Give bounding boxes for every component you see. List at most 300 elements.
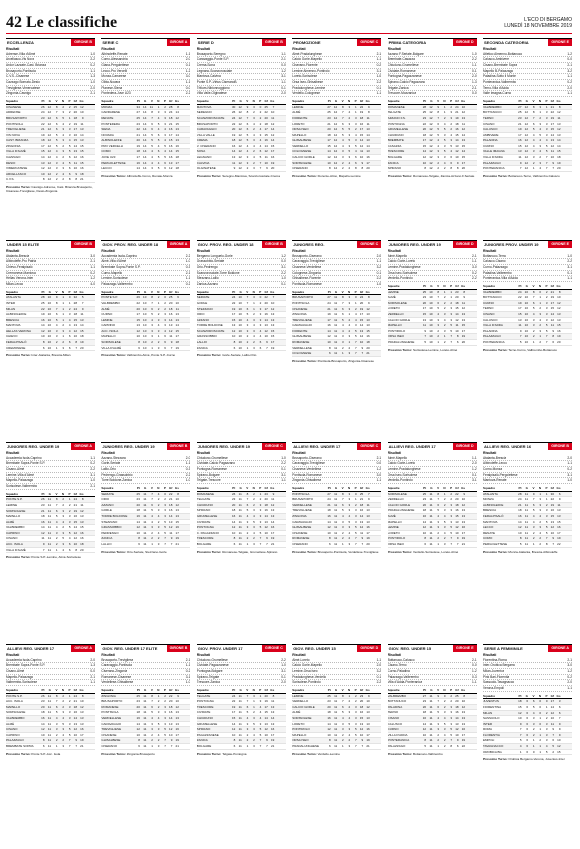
stat-value: 10 xyxy=(231,732,236,737)
stat-value: 20 xyxy=(366,345,370,350)
stat-value: 12 xyxy=(524,115,528,120)
team-name: VERDELLESE xyxy=(292,345,312,350)
match-name: Caravaggio-Ponte S.P. xyxy=(196,57,229,62)
stat-value: 13 xyxy=(455,143,459,148)
results-heading: Risultati xyxy=(483,47,497,51)
stat-value: 10 xyxy=(238,300,242,305)
stat-value: 15 xyxy=(264,710,268,715)
stat-value: 2 xyxy=(253,738,255,743)
stat-value: 5 xyxy=(519,339,522,344)
stat-value: 13 xyxy=(169,160,173,165)
match-name: Legnano-Scanzorosciate xyxy=(196,68,233,73)
stat-value: 16 xyxy=(136,715,140,720)
stat-value: 13 xyxy=(270,704,275,709)
team-name: TELGATE xyxy=(196,497,211,502)
stat-value: 6 xyxy=(526,749,528,754)
match-score: 1-1 xyxy=(90,455,95,460)
stat-value: 11 xyxy=(429,704,433,709)
column-header: Pt xyxy=(232,486,236,491)
column-header: Squadre xyxy=(387,688,400,693)
stat-value: 5 xyxy=(450,525,453,530)
column-header: Gf xyxy=(264,688,268,693)
stat-value: 3 xyxy=(151,334,153,339)
stat-value: 1 xyxy=(151,743,153,748)
girone-badge: GIRONE B xyxy=(548,443,572,450)
match-name: Ponte S.P.-Virtus CiseranoB. xyxy=(196,80,238,85)
results-heading: Risultati xyxy=(292,249,306,253)
column-header: Gs xyxy=(270,289,275,294)
stat-value: 21 xyxy=(136,132,140,137)
stat-value: 3 xyxy=(443,727,446,732)
table-band xyxy=(6,38,572,238)
column-header: P xyxy=(354,486,357,491)
stat-value: 11 xyxy=(238,732,242,737)
stat-value: 9 xyxy=(266,536,268,541)
next-round-matches: Orio-Seriate, Stezzano-Gorle xyxy=(126,549,167,554)
next-round-label: Prossimo Turno: xyxy=(196,549,223,554)
stat-value: 2 xyxy=(253,160,255,165)
stat-value: 10 xyxy=(41,171,45,176)
stat-value: 3 xyxy=(450,311,453,316)
column-header: P xyxy=(354,289,357,294)
stat-value: 4 xyxy=(62,171,64,176)
stat-value: 13 xyxy=(518,149,522,154)
next-round-label: Prossimo Turno: xyxy=(292,549,318,554)
stat-value: 11 xyxy=(518,323,522,328)
stat-value: 11 xyxy=(238,536,242,541)
team-name: BRUSAPORTO xyxy=(292,295,314,300)
stat-value: 10 xyxy=(524,328,528,333)
stat-value: 12 xyxy=(264,149,268,154)
stat-value: 1 xyxy=(68,115,71,120)
stat-value: 15 xyxy=(518,311,522,316)
stat-value: 10 xyxy=(327,530,331,535)
stat-value: 25 xyxy=(136,491,140,496)
table-band xyxy=(6,240,572,440)
column-header: N xyxy=(348,289,351,294)
results-heading: Risultati xyxy=(387,653,401,657)
stat-value: 5 xyxy=(342,710,344,715)
stat-value: 3 xyxy=(545,306,548,311)
team-name: ZANICA xyxy=(101,536,113,541)
stat-value: 13 xyxy=(461,513,466,518)
stat-value: 16 xyxy=(73,710,77,715)
stat-value: 11 xyxy=(334,328,338,333)
team-name: TRESCORE xyxy=(196,704,214,709)
stat-value: 16 xyxy=(270,727,275,732)
stat-value: 14 xyxy=(231,519,236,524)
stat-value: 4 xyxy=(151,513,153,518)
stat-value: 15 xyxy=(461,323,466,328)
league-header xyxy=(483,442,572,450)
stat-value: 3 xyxy=(62,542,64,547)
stat-value: 15 xyxy=(80,160,84,165)
stat-value: 2 xyxy=(348,738,351,743)
stat-value: 17 xyxy=(518,306,522,311)
stat-value: 17 xyxy=(175,530,179,535)
team-name: VIMERCATESE xyxy=(6,166,28,171)
stat-value: 4 xyxy=(437,138,440,143)
team-name: BOTTANUCO xyxy=(483,295,502,300)
stat-value: 14 xyxy=(169,149,173,154)
league-name: ALLIEVI REG. UNDER 17 xyxy=(7,646,55,651)
stat-value: 12 xyxy=(557,127,561,132)
stat-value: 2 xyxy=(62,693,64,698)
team-name: AMBIVERE xyxy=(483,132,499,137)
stat-value: 1 xyxy=(342,743,344,748)
stat-value: 4 xyxy=(348,732,351,737)
team-name: CIVIDATE xyxy=(196,710,211,715)
league-header xyxy=(292,240,381,248)
stat-value: 16 xyxy=(80,166,84,171)
match-score: 0-1 xyxy=(567,270,572,275)
stat-value: 12 xyxy=(136,525,140,530)
stat-value: 5 xyxy=(164,519,166,524)
stat-value: 10 xyxy=(359,732,364,737)
stat-value: 23 xyxy=(327,699,331,704)
column-header: V xyxy=(55,289,58,294)
column-header: N xyxy=(157,486,160,491)
stat-value: 1 xyxy=(348,693,351,698)
stat-value: 8 xyxy=(55,300,58,305)
stat-value: 3 xyxy=(437,155,440,160)
stat-value: 18 xyxy=(169,306,173,311)
stat-value: 3 xyxy=(342,155,344,160)
stat-value: 10 xyxy=(327,160,331,165)
match-name: Grassobbio-Seriate xyxy=(196,259,225,264)
stat-value: 17 xyxy=(264,704,268,709)
stat-value: 6 xyxy=(55,508,58,513)
stat-value: 2 xyxy=(532,334,535,339)
team-name: CISANO xyxy=(483,121,495,126)
stat-value: 25 xyxy=(73,104,77,109)
column-header: Pt xyxy=(518,284,522,289)
stat-value: 3 xyxy=(532,323,535,328)
stat-value: 12 xyxy=(169,166,173,171)
match-score: 1-1 xyxy=(567,74,572,79)
column-header: Gf xyxy=(73,491,77,496)
stat-value: 5 xyxy=(437,508,440,513)
stat-value: 9 xyxy=(532,491,535,496)
stat-value: 1 xyxy=(253,306,255,311)
stat-value: 10 xyxy=(429,317,433,322)
match-score: 3-0 xyxy=(376,472,382,477)
team-name: GHISALBESE xyxy=(292,525,312,530)
stat-value: 7 xyxy=(246,699,249,704)
stat-value: 10 xyxy=(461,497,466,502)
stat-value: 11 xyxy=(47,497,51,502)
league-table xyxy=(197,38,286,238)
stat-value: 16 xyxy=(175,727,179,732)
stat-value: 1 xyxy=(539,110,541,115)
team-name: PONTE S.P. xyxy=(6,497,23,502)
column-header: Gf xyxy=(359,99,364,104)
stat-value: 14 xyxy=(143,143,147,148)
stat-value: 30 xyxy=(231,104,236,109)
stat-value: 11 xyxy=(238,541,242,546)
stat-value: 5 xyxy=(545,530,548,535)
stat-value: 10 xyxy=(359,155,364,160)
stat-value: 2 xyxy=(443,323,446,328)
stat-value: 10 xyxy=(429,323,433,328)
team-name: PALADINA xyxy=(483,328,498,333)
stat-value: 5 xyxy=(342,508,344,513)
match-score: 2-0 xyxy=(567,85,572,90)
stat-value: 11 xyxy=(47,710,51,715)
stat-value: 5 xyxy=(532,704,535,709)
standings-table xyxy=(292,99,381,172)
column-header: Pt xyxy=(423,688,427,693)
team-name: PONTIROLO xyxy=(292,727,310,732)
stat-value: 11 xyxy=(47,519,51,524)
stat-value: 14 xyxy=(270,127,275,132)
stat-value: 12 xyxy=(524,143,528,148)
stat-value: 12 xyxy=(175,502,179,507)
stat-value: 11 xyxy=(238,727,242,732)
stat-value: 17 xyxy=(327,317,331,322)
next-round-label: Prossimo Turno: xyxy=(101,173,127,178)
stat-value: 1 xyxy=(532,339,535,344)
stat-value: 7 xyxy=(450,541,453,546)
column-header: G xyxy=(48,289,51,294)
column-header: P xyxy=(545,284,548,289)
match-score: 2-2 xyxy=(471,57,477,62)
stat-value: 27 xyxy=(327,104,331,109)
stat-value: 22 xyxy=(231,121,236,126)
league-table xyxy=(101,38,190,238)
stat-value: 10 xyxy=(524,300,528,305)
team-name: ZINGONIA xyxy=(101,693,116,698)
stat-value: 4 xyxy=(259,143,262,148)
stat-value: 8 xyxy=(342,491,344,496)
stat-value: 9 xyxy=(552,536,554,541)
stat-value: 12 xyxy=(238,166,242,171)
stat-value: 3 xyxy=(532,716,535,721)
stat-value: 11 xyxy=(264,155,268,160)
stat-value: 15 xyxy=(461,155,466,160)
match-score: 3-1 xyxy=(281,74,286,79)
stat-value: 16 xyxy=(550,508,554,513)
stat-value: 13 xyxy=(461,710,466,715)
stat-value: 11 xyxy=(143,530,147,535)
stat-value: 15 xyxy=(557,149,561,154)
stat-value: 21 xyxy=(518,121,522,126)
stat-value: 8 xyxy=(329,536,331,541)
stat-value: 11 xyxy=(143,519,147,524)
stat-value: 11 xyxy=(524,491,528,496)
next-round xyxy=(483,348,572,352)
stat-value: 12 xyxy=(47,155,51,160)
team-name: GRASSOBBIO xyxy=(196,334,217,339)
stat-value: 6 xyxy=(151,121,153,126)
stat-value: 3 xyxy=(164,312,166,317)
stat-value: 4 xyxy=(253,530,255,535)
team-name: SPIRANO xyxy=(387,166,402,171)
match-name: Pontisola-Romanese xyxy=(292,282,322,287)
standings-table xyxy=(197,486,286,548)
stat-value: 9 xyxy=(558,721,561,726)
stat-value: 13 xyxy=(455,519,459,524)
next-round-label: Prossimo Turno: xyxy=(101,353,127,358)
stat-value: 20 xyxy=(169,300,173,305)
team-name: BOTTANUCO xyxy=(483,110,502,115)
stat-value: 7 xyxy=(532,497,535,502)
stat-value: 1 xyxy=(437,541,440,546)
stat-value: 6 xyxy=(329,541,331,546)
stat-value: 17 xyxy=(136,312,140,317)
stat-value: 1 xyxy=(443,104,446,109)
stat-value: 20 xyxy=(136,502,140,507)
stat-value: 10 xyxy=(47,334,51,339)
stat-value: 11 xyxy=(429,738,433,743)
stat-value: 7 xyxy=(75,743,77,748)
match-score: 2-0 xyxy=(567,455,572,460)
stat-value: 3 xyxy=(355,513,357,518)
stat-value: 14 xyxy=(270,138,275,143)
result-row xyxy=(483,686,572,692)
stat-value: 17 xyxy=(73,127,77,132)
match-score: 0-1 xyxy=(376,674,382,679)
team-name: LEMINE xyxy=(6,502,18,507)
stat-value: 1 xyxy=(246,345,249,350)
league-header xyxy=(6,38,95,46)
match-score: 1-1 xyxy=(185,276,191,281)
stat-value: 21 xyxy=(80,743,84,748)
standings-row xyxy=(6,177,95,183)
stat-value: 4 xyxy=(55,155,58,160)
column-header: Pt xyxy=(41,491,45,496)
team-name: CISERANO xyxy=(292,541,308,546)
stat-value: 7 xyxy=(42,547,45,552)
stat-value: 4 xyxy=(246,149,249,154)
stat-value: 15 xyxy=(264,132,268,137)
stat-value: 7 xyxy=(164,541,166,546)
column-header: G xyxy=(334,99,338,104)
team-name: LORETO xyxy=(292,121,305,126)
match-score: 3-1 xyxy=(471,478,477,483)
stat-value: 4 xyxy=(246,317,249,322)
stat-value: 23 xyxy=(422,295,427,300)
stat-value: 4 xyxy=(539,166,541,171)
stat-value: 21 xyxy=(518,502,522,507)
stat-value: 17 xyxy=(359,127,364,132)
stat-value: 11 xyxy=(429,693,433,698)
stat-value: 7 xyxy=(246,295,249,300)
stat-value: 23 xyxy=(455,289,459,294)
stat-value: 7 xyxy=(355,536,357,541)
stat-value: 4 xyxy=(62,160,64,165)
match-name: Pradalunghese-Lemine xyxy=(292,85,326,90)
stat-value: 3 xyxy=(532,155,535,160)
stat-value: 3 xyxy=(68,312,71,317)
stat-value: 2 xyxy=(157,340,160,345)
stat-value: 13 xyxy=(270,721,275,726)
stat-value: 8 xyxy=(42,177,45,182)
stat-value: 21 xyxy=(270,541,275,546)
stat-value: 6 xyxy=(437,502,440,507)
team-name: LEMINE xyxy=(101,317,113,322)
stat-value: 3 xyxy=(545,513,548,518)
results-heading: Risultati xyxy=(196,249,211,253)
stat-value: 11 xyxy=(429,743,433,748)
stat-value: 3 xyxy=(259,323,262,328)
match-name: Zingonia-Casnigo xyxy=(6,91,31,96)
stat-value: 15 xyxy=(455,306,459,311)
stat-value: 12 xyxy=(270,306,275,311)
stat-value: 2 xyxy=(342,738,344,743)
stat-value: 14 xyxy=(143,166,147,171)
stat-value: 10 xyxy=(557,738,561,743)
match-score: 2-2 xyxy=(567,259,572,264)
stat-value: 2 xyxy=(437,738,440,743)
match-name: Adrense-Villa d'Almè xyxy=(6,51,36,56)
team-name: PERGOLETTESE xyxy=(101,160,126,165)
team-name: V. CISERANO xyxy=(196,143,216,148)
league-name: GIOV. REG. UNDER 15 xyxy=(293,646,336,651)
stat-value: 14 xyxy=(175,132,179,137)
league-name: SERIE D xyxy=(197,40,214,45)
stat-value: 11 xyxy=(238,530,242,535)
stat-value: 13 xyxy=(175,710,179,715)
match-name: Curno-Paladina xyxy=(387,668,410,673)
stat-value: 15 xyxy=(557,323,561,328)
stat-value: 13 xyxy=(550,138,554,143)
stat-value: 2 xyxy=(164,497,166,502)
stat-value: 4 xyxy=(532,710,535,715)
column-header: N xyxy=(252,99,255,104)
team-name: TERNO xyxy=(483,306,494,311)
girone-badge: GIRONE B xyxy=(262,241,286,248)
stat-value: 12 xyxy=(429,132,433,137)
column-header: V xyxy=(341,289,344,294)
stat-value: 3 xyxy=(253,115,255,120)
stat-value: 1 xyxy=(355,104,357,109)
stat-value: 18 xyxy=(175,155,179,160)
stat-value: 3 xyxy=(157,508,160,513)
stat-value: 6 xyxy=(246,127,249,132)
league-table xyxy=(292,38,381,238)
match-score: 1-1 xyxy=(376,478,382,483)
league-name: GIOV. PROV. REG. UNDER 18 xyxy=(102,242,159,247)
stat-value: 4 xyxy=(55,323,58,328)
stat-value: 11 xyxy=(429,519,433,524)
team-name: MAPELLO xyxy=(6,704,21,709)
match-score: 1-1 xyxy=(185,51,191,56)
stat-value: 17 xyxy=(270,530,275,535)
stat-value: 10 xyxy=(47,323,51,328)
team-name: TREVIGLIESE xyxy=(292,317,312,322)
column-header: G xyxy=(144,688,147,693)
stat-value: 18 xyxy=(80,171,84,176)
stat-value: 7 xyxy=(342,699,344,704)
stat-value: 4 xyxy=(151,519,153,524)
stat-value: 9 xyxy=(552,328,554,333)
stat-value: 5 xyxy=(355,525,357,530)
stat-value: 2 xyxy=(253,312,255,317)
next-round-label: Prossimo Turno: xyxy=(387,347,413,352)
stat-value: 16 xyxy=(461,727,466,732)
stat-value: 12 xyxy=(429,138,433,143)
stat-value: 8 xyxy=(424,536,427,541)
match-name: Albinoleffe-Pro Patria xyxy=(6,259,37,264)
team-name: PONTE S.P. xyxy=(101,295,118,300)
stat-value: 3 xyxy=(259,132,262,137)
stat-value: 2 xyxy=(443,166,446,171)
stat-value: 11 xyxy=(238,525,242,530)
results-heading: Risultati xyxy=(387,47,401,51)
stat-value: 18 xyxy=(73,115,77,120)
stat-value: 15 xyxy=(175,121,179,126)
